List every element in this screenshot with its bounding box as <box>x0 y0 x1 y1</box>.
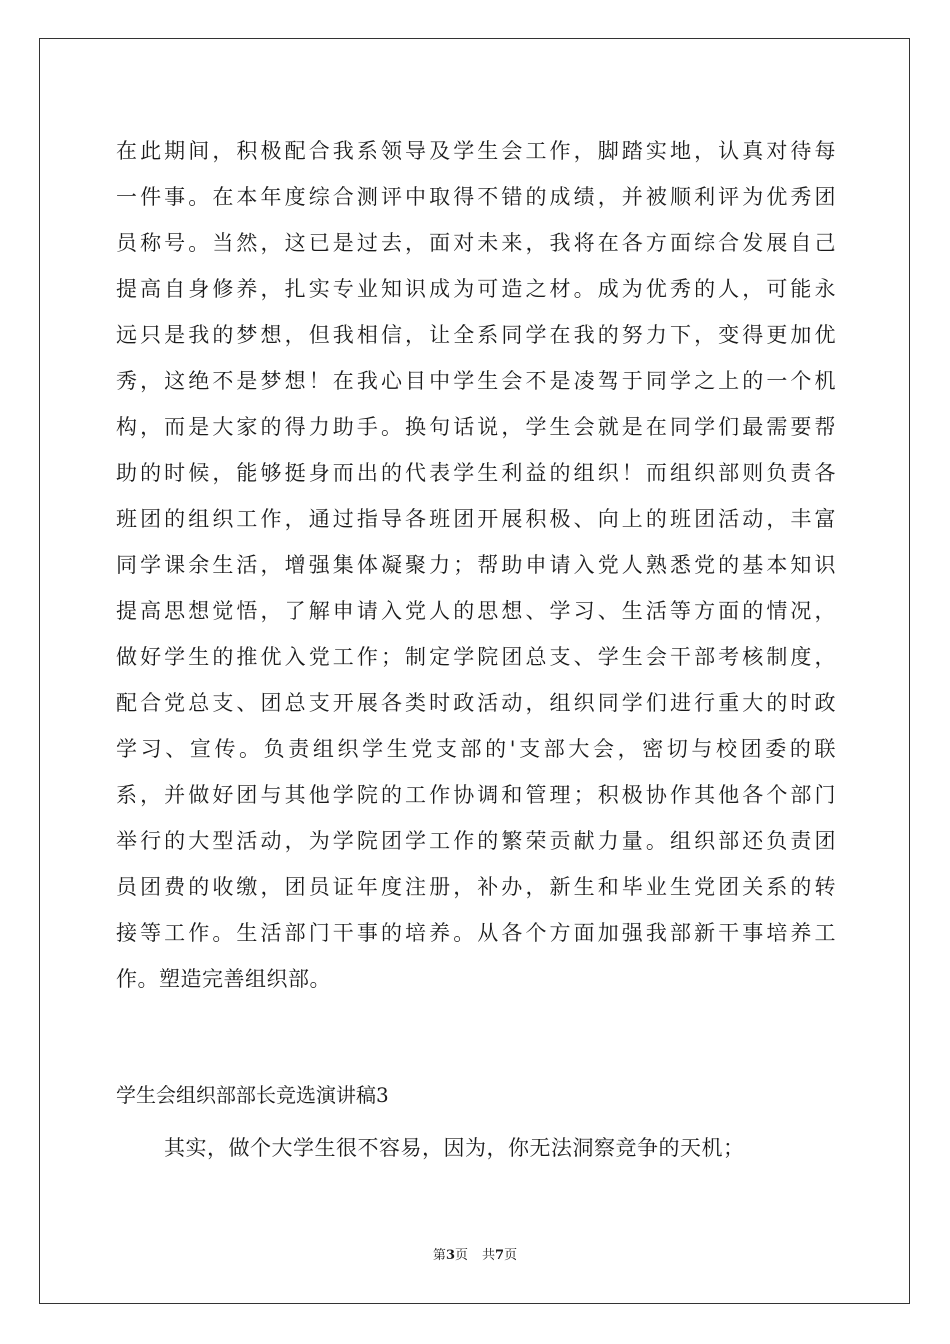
page-number: 3 <box>445 1248 455 1263</box>
text-line: 一件事。在本年度综合测评中取得不错的成绩，并被顺利评为优秀团 <box>116 185 836 209</box>
text-line: 员团费的收缴，团员证年度注册，补办，新生和毕业生党团关系的转 <box>116 875 836 899</box>
page-prefix: 第 <box>432 1248 446 1263</box>
text-line: 提高自身修养，扎实专业知识成为可造之材。成为优秀的人，可能永 <box>116 277 836 301</box>
text-line: 员称号。当然，这已是过去，面对未来，我将在各方面综合发展自己 <box>116 231 836 255</box>
text-line: 接等工作。生活部门干事的培养。从各个方面加强我部新干事培养工 <box>116 921 836 945</box>
total-pages: 7 <box>495 1248 505 1263</box>
text-line: 学习、宣传。负责组织学生党支部的'支部大会，密切与校团委的联 <box>116 737 836 761</box>
text-line: 班团的组织工作，通过指导各班团开展积极、向上的班团活动，丰富 <box>116 507 836 531</box>
section-heading: 学生会组织部部长竞选演讲稿3 <box>116 1083 389 1107</box>
text-line: 作。塑造完善组织部。 <box>116 967 331 991</box>
text-line: 在此期间，积极配合我系领导及学生会工作，脚踏实地，认真对待每 <box>116 139 836 163</box>
text-line: 系，并做好团与其他学院的工作协调和管理；积极协作其他各个部门 <box>116 783 836 807</box>
text-line: 同学课余生活，增强集体凝聚力；帮助申请入党人熟悉党的基本知识 <box>116 553 836 577</box>
page-suffix: 页 <box>454 1248 468 1263</box>
total-suffix: 页 <box>504 1248 518 1263</box>
total-prefix: 共 <box>482 1248 496 1263</box>
text-line: 助的时候，能够挺身而出的代表学生利益的组织！而组织部则负责各 <box>116 461 836 485</box>
body-paragraph <box>116 128 836 1002</box>
text-line: 构，而是大家的得力助手。换句话说，学生会就是在同学们最需要帮 <box>116 415 836 439</box>
text-line: 远只是我的梦想，但我相信，让全系同学在我的努力下，变得更加优 <box>116 323 836 347</box>
page-footer <box>0 1246 950 1266</box>
text-line: 做好学生的推优入党工作；制定学院团总支、学生会干部考核制度， <box>116 645 836 669</box>
text-line: 配合党总支、团总支开展各类时政活动，组织同学们进行重大的时政 <box>116 691 836 715</box>
text-line: 秀，这绝不是梦想！在我心目中学生会不是凌驾于同学之上的一个机 <box>116 369 836 393</box>
text-line: 提高思想觉悟，了解申请入党人的思想、学习、生活等方面的情况， <box>116 599 836 623</box>
indented-paragraph: 其实，做个大学生很不容易，因为，你无法洞察竞争的天机； <box>164 1136 745 1160</box>
text-line: 举行的大型活动，为学院团学工作的繁荣贡献力量。组织部还负责团 <box>116 829 836 853</box>
